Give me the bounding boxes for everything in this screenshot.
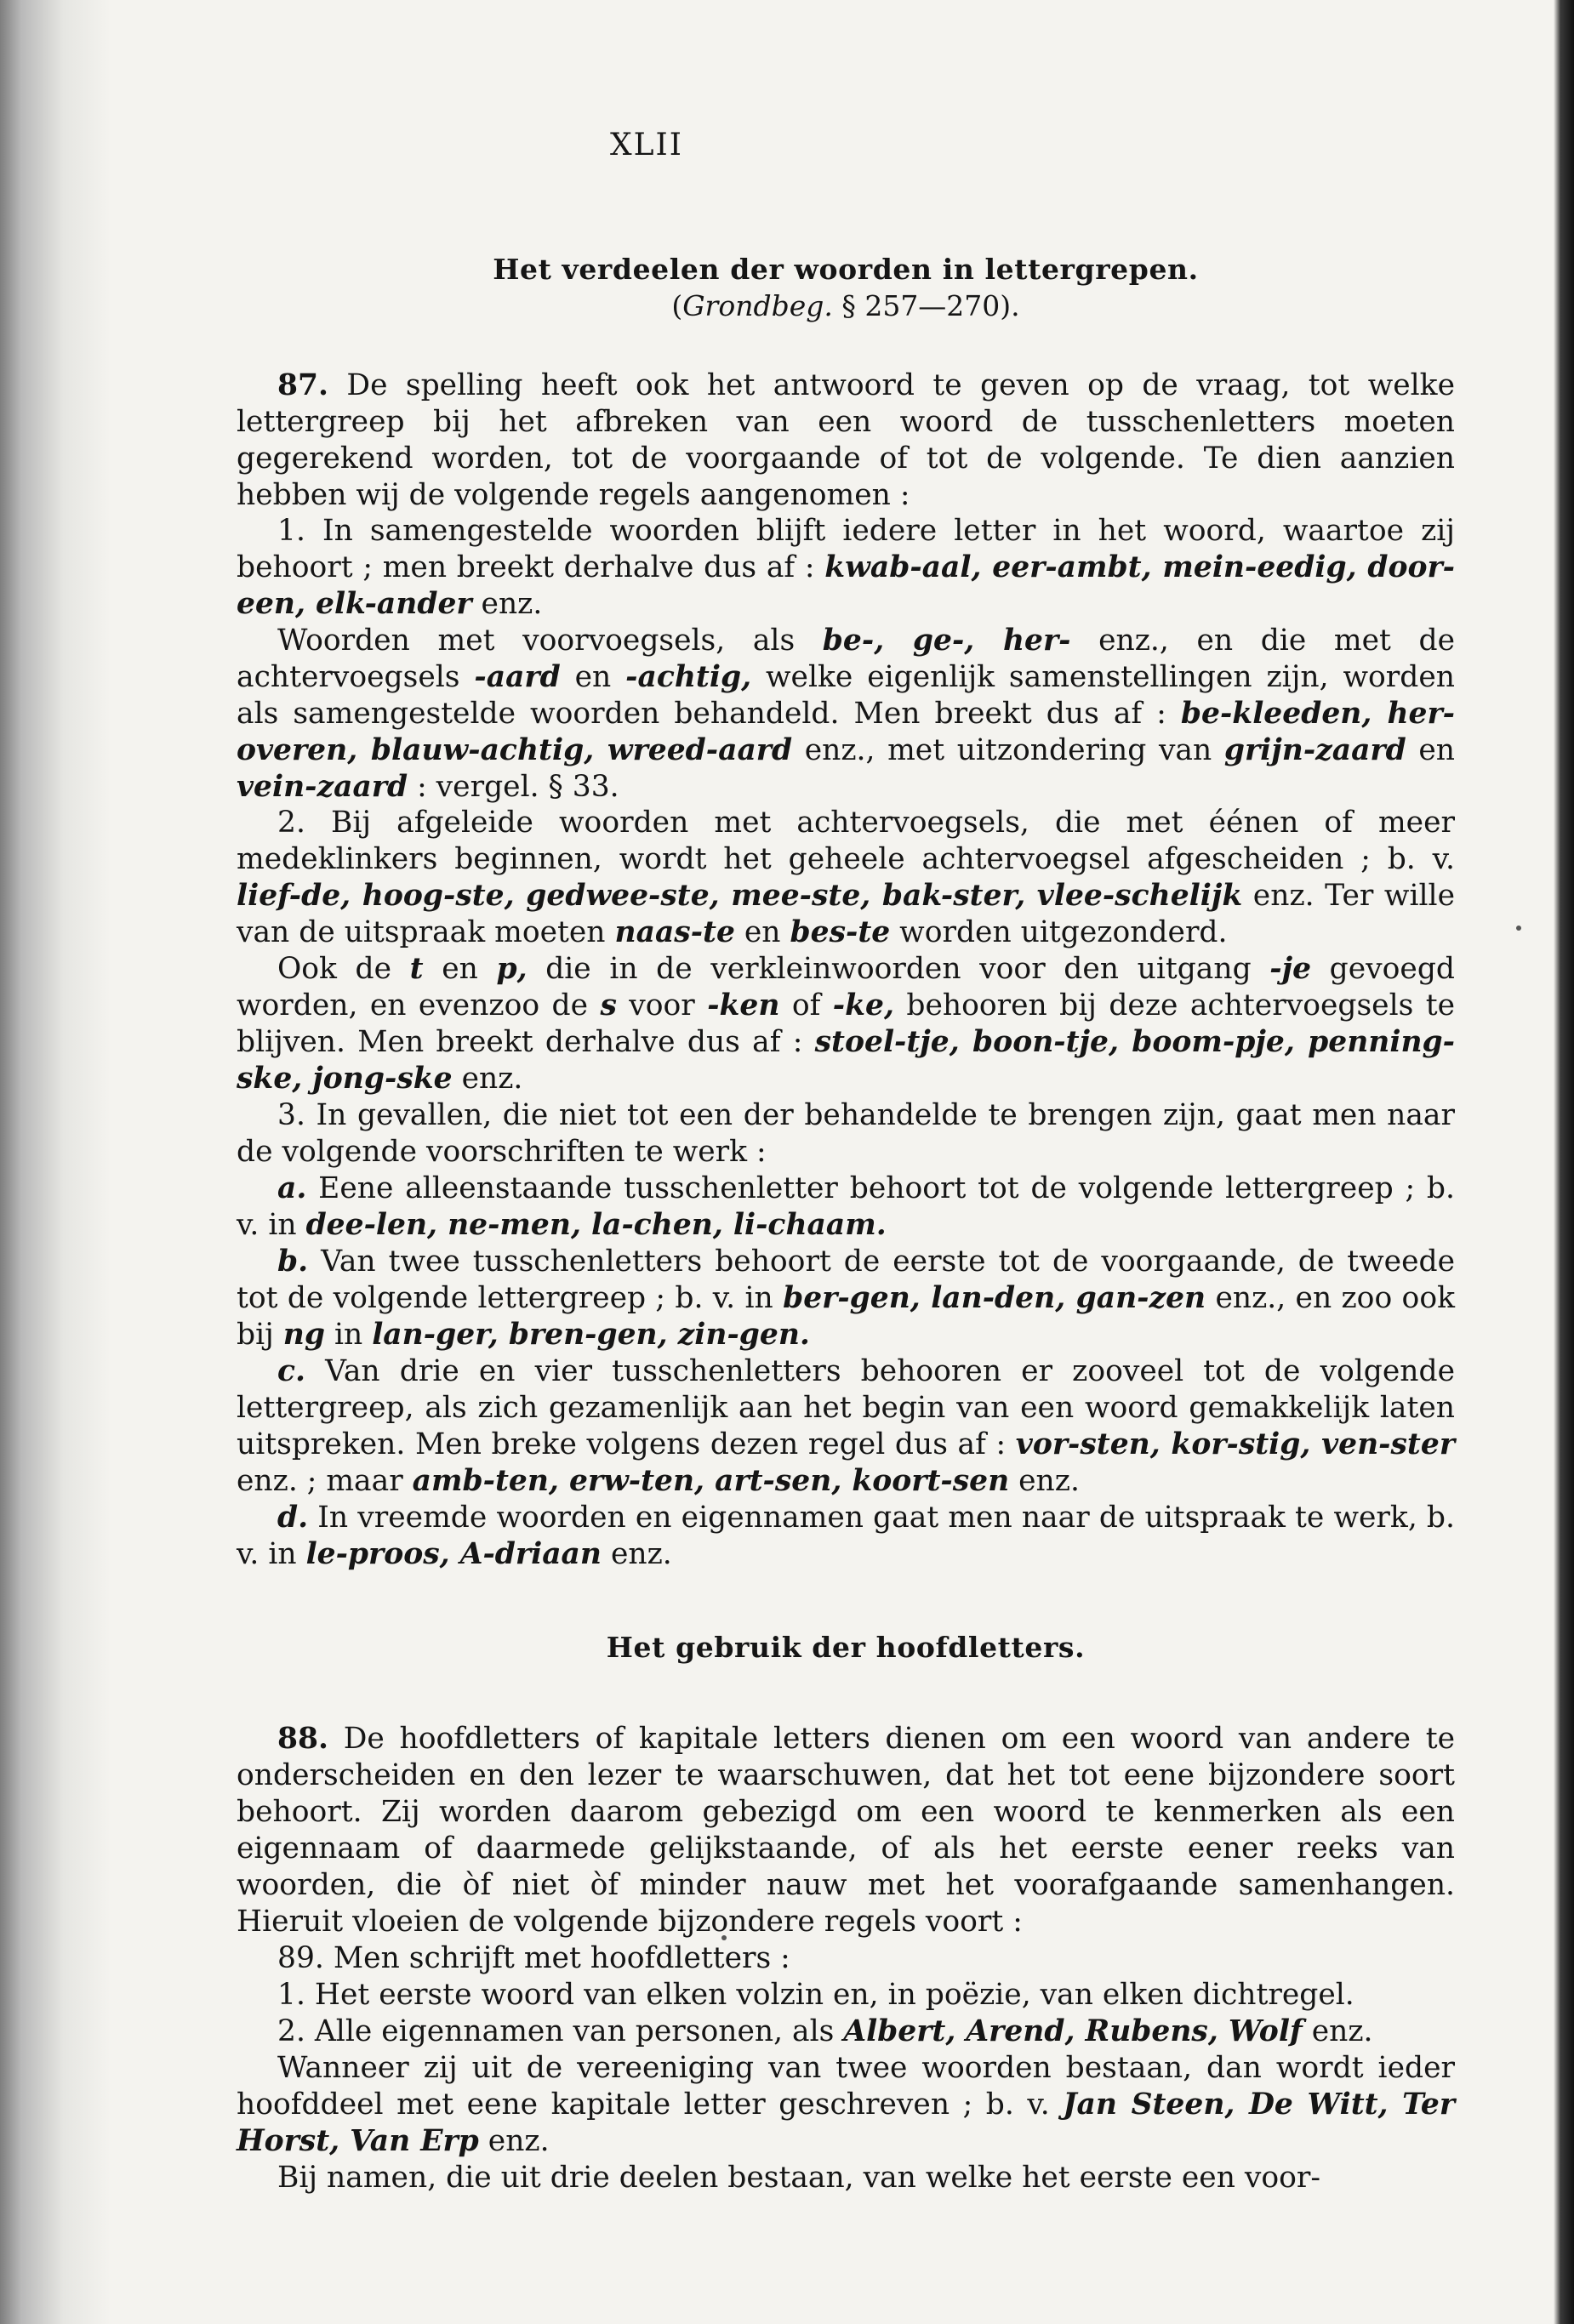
- rule-3d: d. In vreemde woorden en eigennamen gaat men naar de uitspraak te werk, b. v. in le-proos, A-driaan enz.: [237, 1501, 1455, 1571]
- scanned-page-left-edge: [0, 0, 111, 2324]
- rule-2-diminutives: Ook de t en p, die in de verkleinwoorden voor den uitgang -je gevoegd worden, en evenzoo de s voor -ken of -ke, behooren bij deze achtervoegsels te blijven. Men breekt derhalve dus af : stoel-tje, boon-tje, boom-pje, penning-ske, jong-ske enz.: [237, 952, 1456, 1096]
- print-speck: [1516, 926, 1521, 931]
- capital-rule-2: 2. Alle eigennamen van personen, als Albert, Arend, Rubens, Wolf enz.: [277, 2014, 1373, 2048]
- paragraph-87: 87. De spelling heeft ook het antwoord te geven op de vraag, tot welke lettergreep bij het afbreken van een woord de tusschenletters moeten gegerekend worden, tot de voorgaande of tot de volgende. Te dien aanzien hebben wij de volgende regels aangenomen :: [237, 368, 1455, 512]
- rule-3a: a. Eene alleenstaande tusschenletter behoort tot de volgende lettergreep ; b. v. in dee-len, ne-men, la-chen, li-chaam.: [237, 1171, 1455, 1242]
- section-heading-syllabification: Het verdeelen der woorden in lettergrepen.: [493, 253, 1199, 286]
- page-number: XLII: [610, 128, 683, 162]
- capital-rule-1: 1. Het eerste woord van elken volzin en, in poëzie, van elken dichtregel.: [277, 1978, 1354, 2012]
- rule-3c: c. Van drie en vier tusschenletters behooren er zooveel tot de volgende lettergreep, als zich gezamenlijk aan het begin van een woord gemakkelijk laten uitspreken. Men breke volgens dezen regel dus af : vor-sten, kor-stig, ven-ster enz. ; maar amb-ten, erw-ten, art-sen, koort-sen enz.: [237, 1354, 1455, 1498]
- paragraph-89: 89. Men schrijft met hoofdletters :: [277, 1941, 790, 1975]
- rule-1-prefixes-suffixes: Woorden met voorvoegsels, als be-, ge-, her- enz., en die met de achtervoegsels -aard en -achtig, welke eigenlijk samenstellingen zijn, worden als samengestelde woorden behandeld. Men breekt dus af : be-kleeden, her-overen, blauw-achtig, wreed-aard enz., met uitzondering van grijn-zaard en vein-zaard : vergel. § 33.: [237, 624, 1456, 804]
- section-reference: (Grondbeg. § 257—270).: [671, 289, 1020, 322]
- capital-rule-2-three-part-names: Bij namen, die uit drie deelen bestaan, van welke het eerste een voor-: [277, 2161, 1321, 2195]
- rule-2-derived-words: 2. Bij afgeleide woorden met achtervoegsels, die met éénen of meer medeklinkers beginnen, wordt het geheele achtervoegsel afgescheiden ; b. v. lief-de, hoog-ste, gedwee-ste, mee-ste, bak-ster, vlee-schelijk enz. Ter wille van de uitspraak moeten naas-te en bes-te worden uitgezonderd.: [237, 806, 1455, 949]
- paragraph-88: 88. De hoofdletters of kapitale letters dienen om een woord van andere te onderscheiden en den lezer te waarschuwen, dat het tot eene bijzondere soort behoort. Zij worden daarom gebezigd om een woord te kenmerken als een eigennaam of daarmede gelijkstaande, of als het eerste eener reeks van woorden, die òf niet òf minder nauw met het voorafgaande samenhangen. Hieruit vloeien de volgende bijzondere regels voort :: [237, 1722, 1455, 1939]
- rule-3-other-cases: 3. In gevallen, die niet tot een der behandelde te brengen zijn, gaat men naar de volgende voorschriften te werk :: [237, 1098, 1455, 1169]
- scanned-page-right-edge: [1554, 0, 1574, 2324]
- rule-3b: b. Van twee tusschenletters behoort de eerste tot de voorgaande, de tweede tot de volgende lettergreep ; b. v. in ber-gen, lan-den, gan-zen enz., en zoo ook bij ng in lan-ger, bren-gen, zin-gen.: [237, 1245, 1455, 1352]
- capital-rule-2-compound-names: Wanneer zij uit de vereeniging van twee woorden bestaan, dan wordt ieder hoofddeel met eene kapitale letter geschreven ; b. v. Jan Steen, De Witt, Ter Horst, Van Erp enz.: [237, 2051, 1455, 2158]
- rule-1-compounds: 1. In samengestelde woorden blijft iedere letter in het woord, waartoe zij behoort ; men breekt derhalve dus af : kwab-aal, eer-ambt, mein-eedig, door-een, elk-ander enz.: [237, 514, 1456, 621]
- section-heading-capitals: Het gebruik der hoofdletters.: [606, 1631, 1086, 1664]
